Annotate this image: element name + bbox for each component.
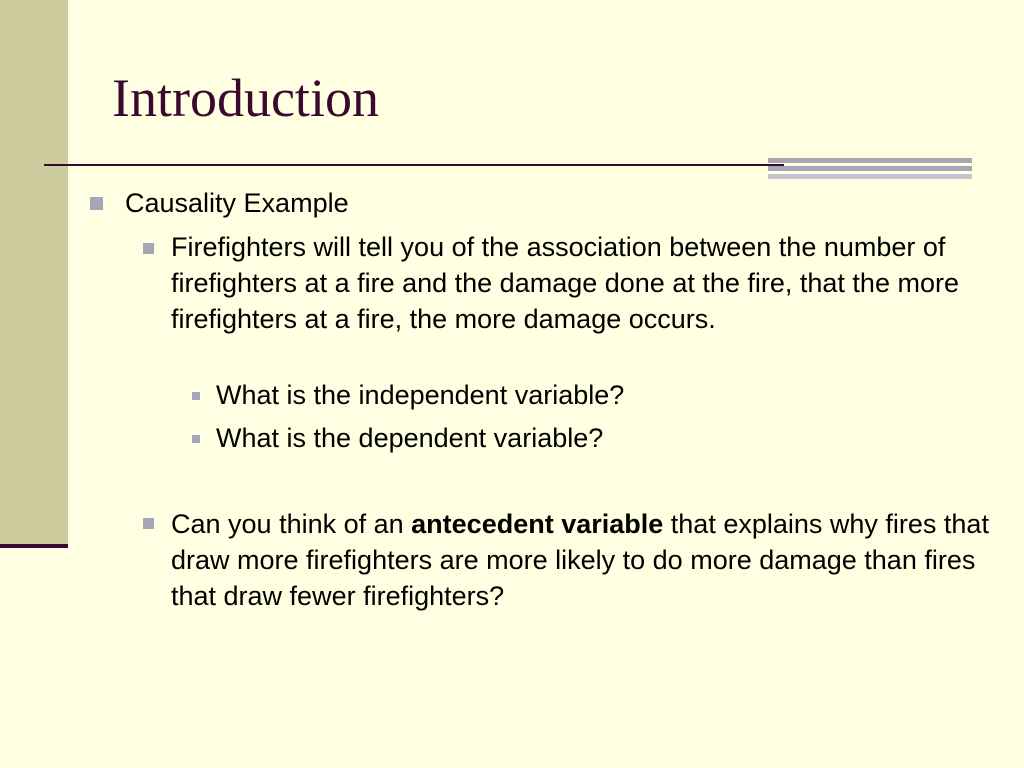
accent-bar bbox=[768, 174, 972, 179]
slide-title: Introduction bbox=[112, 68, 379, 128]
accent-bar bbox=[768, 166, 972, 171]
square-bullet-icon bbox=[90, 197, 103, 210]
bullet-dependent-variable: What is the dependent variable? bbox=[216, 423, 604, 453]
square-bullet-icon bbox=[192, 435, 200, 443]
bullet-firefighters-association: Firefighters will tell you of the association between the number of firefighters at a fire and the damage done at the fire, that the more firefighters at a fire, the more damage occurs. bbox=[171, 232, 959, 334]
title-rule bbox=[44, 164, 784, 166]
square-bullet-icon bbox=[143, 243, 154, 254]
bullet-text-after: that explains why fires that draw more firefighters are more likely to do more damage than fires that draw fewer firefighters? bbox=[171, 509, 989, 611]
accent-bar bbox=[768, 158, 972, 163]
bold-term-antecedent-variable: antecedent variable bbox=[411, 509, 664, 539]
side-strip bbox=[0, 0, 68, 547]
square-bullet-icon bbox=[192, 392, 200, 400]
bullet-independent-variable: What is the independent variable? bbox=[216, 380, 625, 410]
title-accent-bars bbox=[768, 158, 972, 179]
square-bullet-icon bbox=[143, 518, 154, 529]
bullet-causality-example: Causality Example bbox=[125, 188, 349, 218]
bullet-text-before: Can you think of an bbox=[171, 509, 412, 539]
bullet-antecedent-variable bbox=[171, 506, 1024, 614]
side-strip-underline bbox=[0, 544, 68, 548]
